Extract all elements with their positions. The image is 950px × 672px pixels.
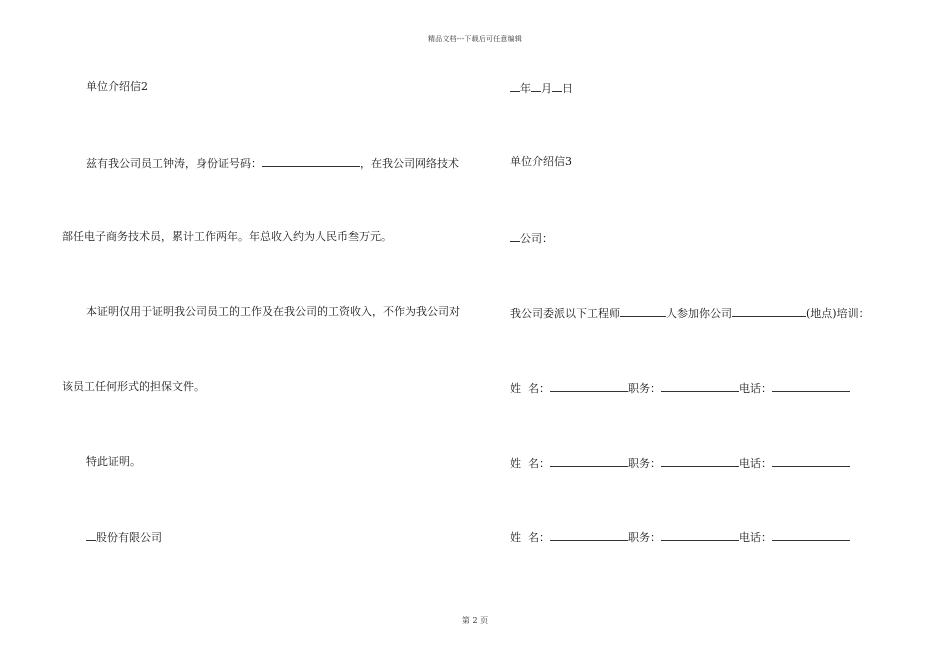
addressee-blank — [510, 230, 520, 242]
company-suffix: 股份有限公司 — [96, 531, 162, 544]
name-blank — [550, 455, 628, 467]
name-blank — [550, 380, 628, 392]
name-label: 姓 名： — [510, 457, 550, 470]
name-blank — [550, 529, 628, 541]
month-blank — [531, 80, 541, 92]
phone-label: 电话： — [739, 457, 772, 470]
letter2-date — [510, 80, 573, 96]
letter2-paragraph1-cont: 部任电子商务技术员，累计工作两年。年总收入约为人民币叁万元。 — [62, 230, 392, 243]
position-blank — [661, 380, 739, 392]
engineer-row — [510, 529, 850, 545]
position-blank — [661, 455, 739, 467]
letter3-title: 单位介绍信3 — [510, 155, 572, 168]
position-label: 职务： — [628, 457, 661, 470]
day-blank — [552, 80, 562, 92]
year-label: 年 — [520, 82, 531, 95]
day-label: 日 — [562, 82, 573, 95]
page-header: 精品文档---下载后可任意编辑 — [427, 35, 523, 43]
invite-part2: 人参加你公司 — [666, 307, 732, 320]
phone-blank — [772, 380, 850, 392]
position-label: 职务： — [628, 382, 661, 395]
phone-blank — [772, 455, 850, 467]
position-label: 职务： — [628, 531, 661, 544]
para1-post: ，在我公司网络技术 — [360, 157, 459, 170]
para1-pre: 兹有我公司员工钟涛，身份证号码： — [86, 157, 262, 170]
position-blank — [661, 529, 739, 541]
id-number-blank — [262, 155, 360, 167]
letter2-company — [86, 529, 162, 545]
phone-label: 电话： — [739, 531, 772, 544]
engineer-row — [510, 455, 850, 471]
letter3-addressee — [510, 230, 553, 246]
phone-blank — [772, 529, 850, 541]
addressee-suffix: 公司： — [520, 232, 553, 245]
letter2-paragraph2-cont: 该员工任何形式的担保文件。 — [62, 380, 205, 393]
phone-label: 电话： — [739, 382, 772, 395]
year-blank — [510, 80, 520, 92]
letter2-paragraph1 — [86, 155, 459, 171]
letter3-invite — [510, 305, 870, 321]
month-label: 月 — [541, 82, 552, 95]
location-blank — [732, 305, 806, 317]
letter2-title: 单位介绍信2 — [86, 80, 148, 93]
engineer-row — [510, 380, 850, 396]
count-blank — [620, 305, 666, 317]
name-label: 姓 名： — [510, 382, 550, 395]
invite-part3: (地点)培训： — [806, 307, 870, 320]
company-name-blank — [86, 529, 96, 541]
letter2-paragraph2: 本证明仅用于证明我公司员工的工作及在我公司的工资收入，不作为我公司对 — [86, 305, 460, 318]
name-label: 姓 名： — [510, 531, 550, 544]
letter2-special: 特此证明。 — [86, 455, 141, 468]
page-footer: 第 2 页 — [461, 616, 489, 625]
invite-part1: 我公司委派以下工程师 — [510, 307, 620, 320]
